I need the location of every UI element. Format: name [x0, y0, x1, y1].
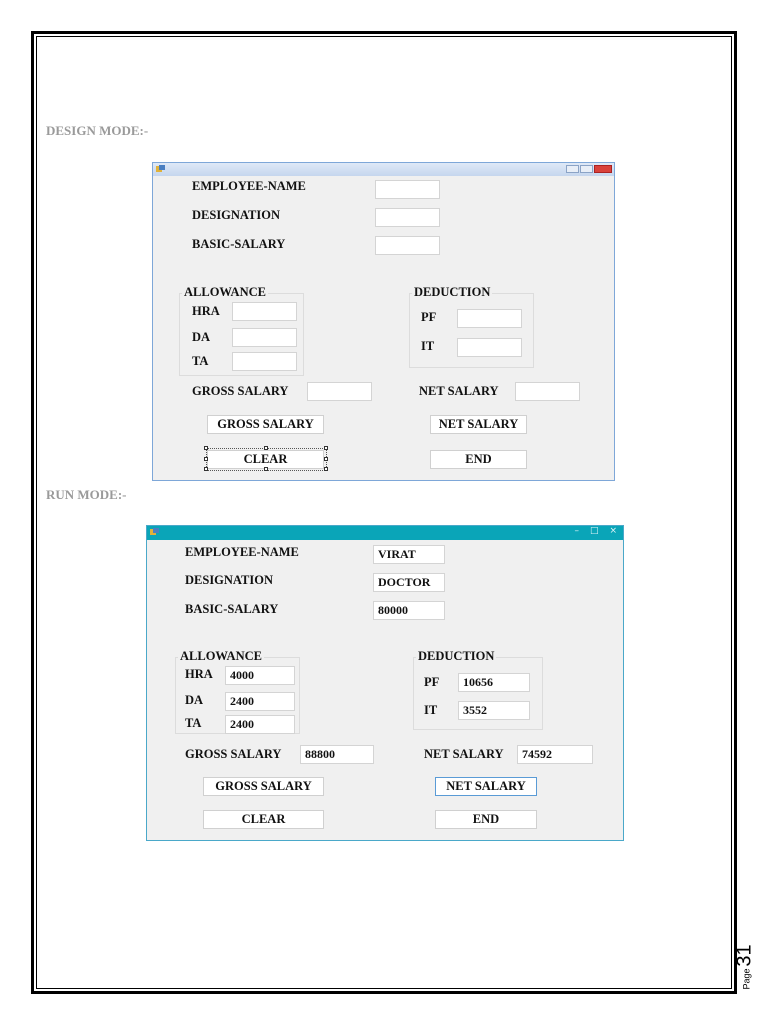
- net-salary-label: NET SALARY: [424, 747, 504, 761]
- resize-handle[interactable]: [324, 467, 328, 471]
- basic-salary-label: BASIC-SALARY: [185, 602, 279, 616]
- it-input[interactable]: [457, 338, 522, 357]
- page-word: Page: [741, 968, 752, 990]
- basic-salary-label: BASIC-SALARY: [192, 237, 286, 251]
- run-mode-heading: RUN MODE:-: [46, 487, 127, 502]
- employee-name-input[interactable]: [375, 180, 440, 199]
- gross-salary-input[interactable]: 88800: [300, 745, 374, 764]
- da-input[interactable]: 2400: [225, 692, 295, 711]
- deduction-group-title: DEDUCTION: [418, 649, 495, 663]
- resize-handle[interactable]: [324, 446, 328, 450]
- net-salary-button[interactable]: NET SALARY: [430, 415, 527, 434]
- gross-salary-button[interactable]: GROSS SALARY: [203, 777, 324, 796]
- net-salary-button[interactable]: NET SALARY: [435, 777, 537, 796]
- employee-name-label: EMPLOYEE-NAME: [185, 545, 299, 559]
- hra-input[interactable]: [232, 302, 297, 321]
- run-mode-window: [146, 525, 624, 841]
- designation-input[interactable]: DOCTOR: [373, 573, 445, 592]
- pf-input[interactable]: 10656: [458, 673, 530, 692]
- close-icon[interactable]: ×: [609, 526, 617, 536]
- design-mode-window: [152, 162, 615, 481]
- resize-handle[interactable]: [264, 446, 268, 450]
- it-input[interactable]: 3552: [458, 701, 530, 720]
- it-label: IT: [424, 703, 438, 717]
- net-salary-input[interactable]: [515, 382, 580, 401]
- gross-salary-button[interactable]: GROSS SALARY: [207, 415, 324, 434]
- gross-salary-input[interactable]: [307, 382, 372, 401]
- form-icon: [156, 165, 165, 173]
- resize-handle[interactable]: [204, 457, 208, 461]
- designation-label: DESIGNATION: [192, 208, 280, 222]
- ta-label: TA: [185, 716, 202, 730]
- resize-handle[interactable]: [204, 446, 208, 450]
- maximize-icon[interactable]: □: [589, 526, 599, 536]
- employee-name-input[interactable]: VIRAT: [373, 545, 445, 564]
- da-label: DA: [192, 330, 211, 344]
- design-mode-heading: DESIGN MODE:-: [46, 123, 149, 138]
- clear-button[interactable]: CLEAR: [207, 450, 324, 469]
- end-button[interactable]: END: [430, 450, 527, 469]
- employee-name-label: EMPLOYEE-NAME: [192, 179, 306, 193]
- resize-handle[interactable]: [324, 457, 328, 461]
- net-salary-input[interactable]: 74592: [517, 745, 593, 764]
- net-salary-label: NET SALARY: [419, 384, 499, 398]
- pf-label: PF: [424, 675, 440, 689]
- pf-label: PF: [421, 310, 437, 324]
- designation-input[interactable]: [375, 208, 440, 227]
- allowance-group-title: ALLOWANCE: [184, 285, 266, 299]
- run-titlebar: [147, 526, 623, 540]
- ta-input[interactable]: [232, 352, 297, 371]
- maximize-icon[interactable]: [580, 165, 593, 173]
- hra-input[interactable]: 4000: [225, 666, 295, 685]
- clear-button[interactable]: CLEAR: [203, 810, 324, 829]
- da-input[interactable]: [232, 328, 297, 347]
- design-titlebar: [153, 163, 614, 176]
- ta-label: TA: [192, 354, 209, 368]
- deduction-group-title: DEDUCTION: [414, 285, 491, 299]
- allowance-group-title: ALLOWANCE: [180, 649, 262, 663]
- basic-salary-input[interactable]: [375, 236, 440, 255]
- ta-input[interactable]: 2400: [225, 715, 295, 734]
- da-label: DA: [185, 693, 204, 707]
- hra-label: HRA: [185, 667, 213, 681]
- minimize-icon[interactable]: –: [574, 526, 579, 536]
- gross-salary-label: GROSS SALARY: [185, 747, 282, 761]
- pf-input[interactable]: [457, 309, 522, 328]
- basic-salary-input[interactable]: 80000: [373, 601, 445, 620]
- hra-label: HRA: [192, 304, 220, 318]
- end-button[interactable]: END: [435, 810, 537, 829]
- resize-handle[interactable]: [204, 467, 208, 471]
- minimize-icon[interactable]: [566, 165, 579, 173]
- page-number: [733, 940, 764, 1000]
- gross-salary-label: GROSS SALARY: [192, 384, 289, 398]
- designation-label: DESIGNATION: [185, 573, 273, 587]
- resize-handle[interactable]: [264, 467, 268, 471]
- page-number-value: 31: [733, 944, 756, 967]
- it-label: IT: [421, 339, 435, 353]
- form-icon: [150, 528, 159, 536]
- close-icon[interactable]: [594, 165, 612, 173]
